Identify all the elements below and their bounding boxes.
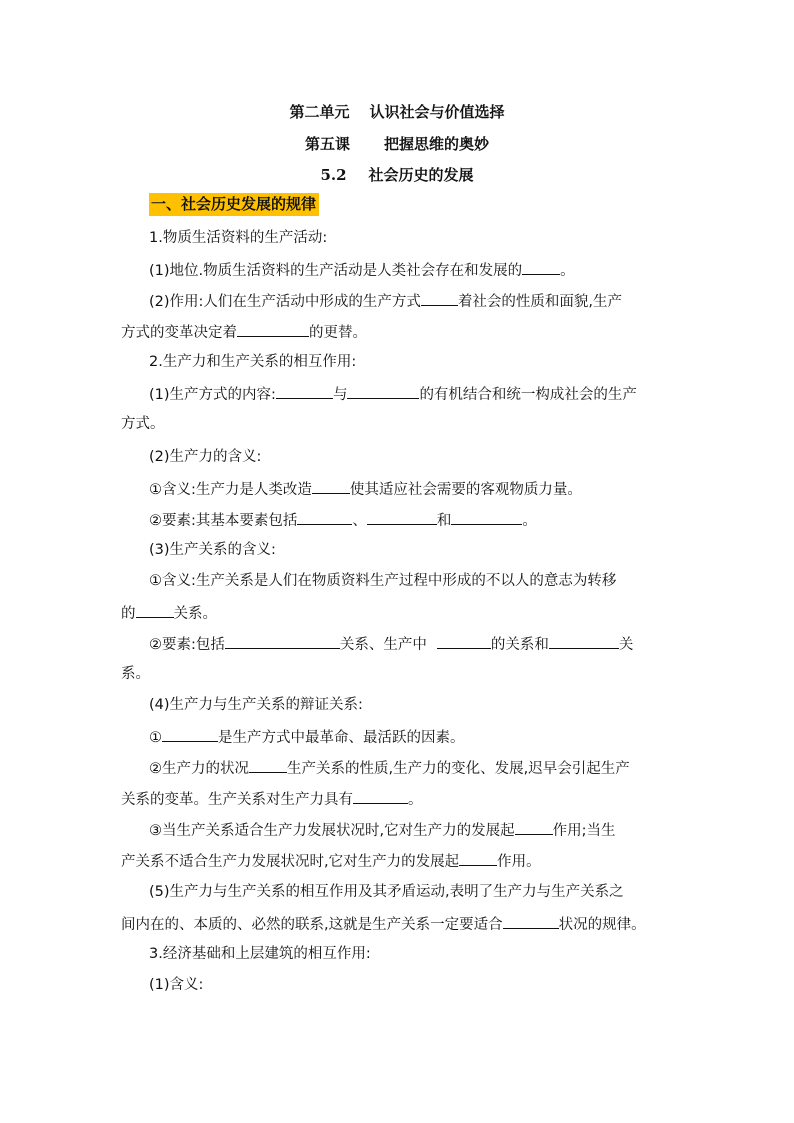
fill-blank: [437, 633, 491, 649]
text-line: [149, 695, 363, 715]
line-text: 使其适应社会需要的客观物质力量。: [349, 482, 582, 498]
text-line: [121, 850, 541, 872]
line-text: 关系的变革。生产关系对生产力具有: [121, 792, 353, 808]
text-line: [149, 228, 327, 248]
text-line: [149, 633, 633, 655]
line-text: 关: [618, 637, 634, 653]
text-line: [121, 788, 423, 810]
text-line: [149, 944, 371, 964]
line-text: 生产关系的性质,生产力的变化、发展,迟早会引起生产: [287, 761, 630, 777]
line-text: ①含义:生产力是人类改造: [149, 482, 312, 498]
fill-blank: [549, 633, 619, 649]
fill-blank: [367, 509, 437, 525]
text-line: [149, 290, 622, 312]
fill-blank: [249, 757, 287, 773]
line-text: 系。: [121, 666, 150, 682]
text-line: [149, 259, 575, 281]
text-line: [149, 819, 616, 841]
text-line: [149, 571, 616, 591]
line-text: 2.生产力和生产关系的相互作用:: [149, 354, 357, 370]
line-text: 关系、生产中: [339, 637, 427, 653]
text-line: [121, 602, 217, 624]
fill-blank: [237, 321, 309, 337]
line-text: ②要素:包括: [149, 637, 225, 653]
fill-blank: [276, 383, 333, 399]
line-text: 状况的规律。: [558, 917, 646, 933]
line-text: 1.物质生活资料的生产活动:: [149, 230, 328, 246]
unit-title: [0, 101, 794, 122]
section-number: 5.2: [320, 166, 347, 184]
text-line: [149, 726, 465, 748]
fill-blank: [451, 509, 522, 525]
line-text: ①: [149, 730, 162, 746]
line-text: 关系。: [173, 606, 217, 622]
fill-blank: [297, 509, 352, 525]
line-text: ②生产力的状况: [149, 761, 249, 777]
text-line: [121, 913, 646, 935]
text-line: [149, 352, 356, 372]
fill-blank: [312, 478, 350, 494]
line-text: 。: [522, 513, 537, 529]
line-text: 。: [560, 263, 575, 279]
part-heading: 一、社会历史发展的规律: [149, 193, 319, 216]
lesson-title: [0, 133, 794, 154]
text-line: [121, 321, 367, 343]
fill-blank: [225, 633, 340, 649]
line-text: 产关系不适合生产力发展状况时,它对生产力的发展起: [121, 854, 460, 870]
line-text: (3)生产关系的含义:: [149, 542, 276, 558]
line-text: 作用。: [497, 854, 541, 870]
line-text: (2)作用:人们在生产活动中形成的生产方式: [149, 294, 421, 310]
text-line: [149, 509, 537, 531]
line-text: (2)生产力的含义:: [149, 449, 262, 465]
fill-blank: [459, 850, 497, 866]
fill-blank: [522, 259, 560, 275]
line-text: (4)生产力与生产关系的辩证关系:: [149, 697, 363, 713]
text-line: [149, 540, 276, 560]
section-title: [0, 164, 794, 185]
line-text: 间内在的、本质的、必然的联系,这就是生产关系一定要适合: [121, 917, 503, 933]
lesson-number: 第五课: [304, 135, 350, 153]
line-text: ②要素:其基本要素包括: [149, 513, 298, 529]
fill-blank: [347, 383, 419, 399]
fill-blank: [136, 602, 174, 618]
line-text: ③当生产关系适合生产力发展状况时,它对生产力的发展起: [149, 823, 515, 839]
line-text: 3.经济基础和上层建筑的相互作用:: [149, 946, 371, 962]
fill-blank: [353, 788, 408, 804]
text-line: [149, 383, 637, 405]
line-text: 是生产方式中最革命、最活跃的因素。: [218, 730, 465, 746]
text-line: [121, 664, 150, 684]
text-line: [121, 414, 165, 434]
text-line: [149, 975, 203, 995]
line-text: 。: [408, 792, 423, 808]
line-text: (1)含义:: [149, 977, 204, 993]
line-text: 着社会的性质和面貌,生产: [457, 294, 623, 310]
line-text: 的有机结合和统一构成社会的生产: [419, 387, 637, 403]
text-line: [149, 447, 261, 467]
line-text: 方式的变革决定着: [121, 325, 237, 341]
line-text: 与: [332, 387, 348, 403]
text-line: [149, 757, 630, 779]
text-line: [149, 882, 624, 902]
lesson-name: 把握思维的奥妙: [384, 135, 490, 153]
line-text: 和: [436, 513, 452, 529]
line-text: (5)生产力与生产关系的相互作用及其矛盾运动,表明了生产力与生产关系之: [149, 884, 624, 900]
line-text: 的更替。: [309, 325, 367, 341]
line-text: (1)地位.物质生活资料的生产活动是人类社会存在和发展的: [149, 263, 523, 279]
unit-name: 认识社会与价值选择: [369, 103, 505, 121]
unit-number: 第二单元: [289, 103, 350, 121]
line-text: 的: [121, 606, 136, 622]
section-name: 社会历史的发展: [368, 166, 474, 184]
line-text: (1)生产方式的内容:: [149, 387, 276, 403]
fill-blank: [421, 290, 458, 306]
fill-blank: [162, 726, 218, 742]
text-line: [149, 478, 582, 500]
line-text: 作用;当生: [552, 823, 616, 839]
line-text: ①含义:生产关系是人们在物质资料生产过程中形成的不以人的意志为转移: [149, 573, 617, 589]
fill-blank: [515, 819, 553, 835]
line-text: 、: [352, 513, 367, 529]
fill-blank: [503, 913, 559, 929]
line-text: 的关系和: [490, 637, 549, 653]
line-text: 方式。: [121, 416, 165, 432]
